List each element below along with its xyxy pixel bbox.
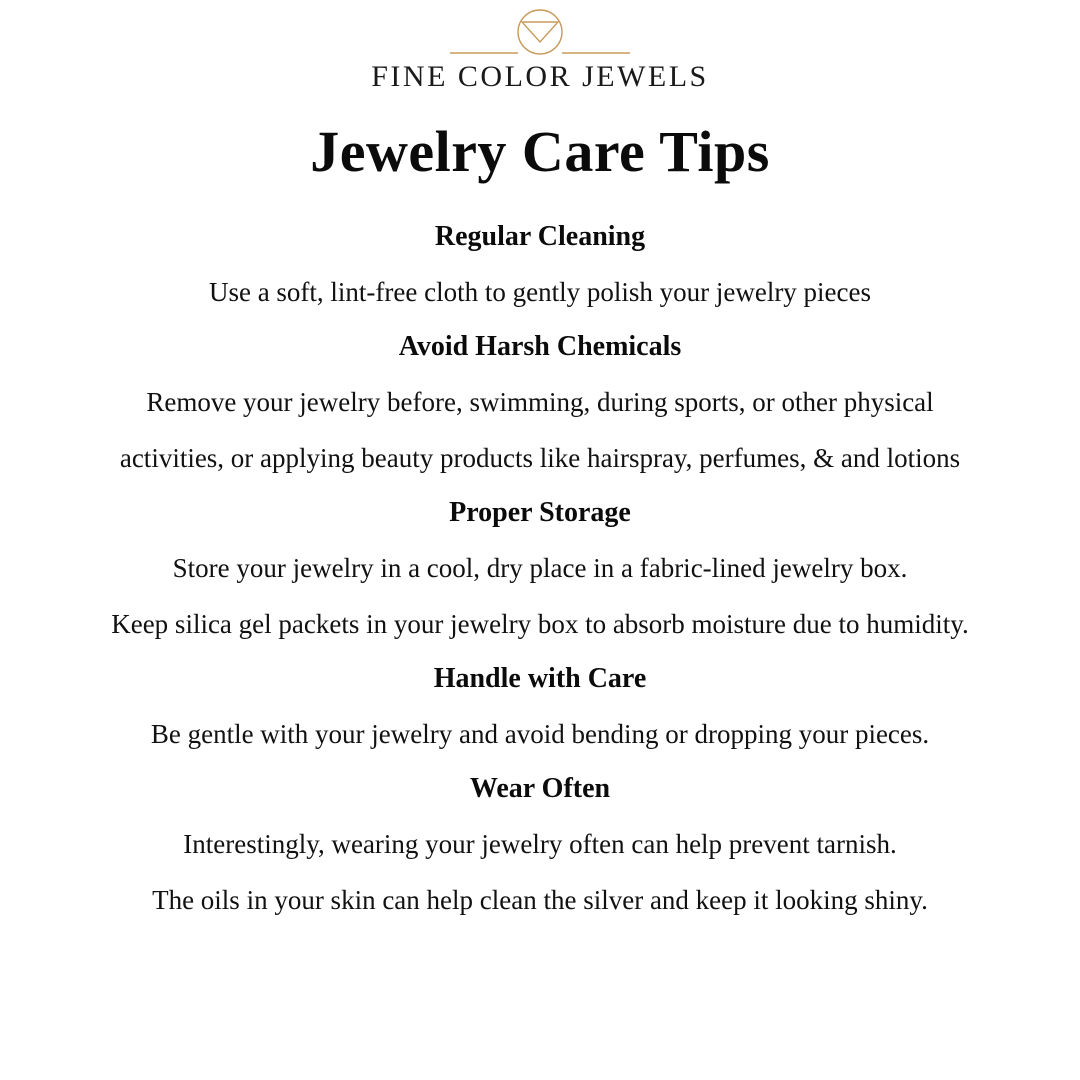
section-heading: Avoid Harsh Chemicals bbox=[398, 330, 682, 362]
section-line: Keep silica gel packets in your jewelry box to absorb moisture due to humidity. bbox=[111, 609, 969, 640]
page-title: Jewelry Care Tips bbox=[310, 119, 770, 184]
section-heading: Handle with Care bbox=[433, 663, 647, 695]
section-heading: Regular Cleaning bbox=[434, 220, 646, 252]
section-proper-storage bbox=[34, 476, 1046, 642]
section-line: Remove your jewelry before, swimming, during sports, or other physical bbox=[146, 386, 934, 417]
diamond-outline-icon bbox=[390, 8, 690, 60]
section-regular-cleaning bbox=[34, 200, 1046, 310]
section-wear-often bbox=[34, 752, 1046, 918]
section-line: Interestingly, wearing your jewelry often can help prevent tarnish. bbox=[183, 829, 897, 860]
brand-name: FINE COLOR JEWELS bbox=[371, 60, 709, 93]
care-tips-list bbox=[34, 200, 1046, 919]
section-line: Use a soft, lint-free cloth to gently polish your jewelry pieces bbox=[208, 276, 872, 307]
brand-logo bbox=[371, 8, 709, 93]
section-handle-with-care bbox=[34, 642, 1046, 752]
section-avoid-harsh-chemicals bbox=[34, 310, 1046, 476]
section-line: Be gentle with your jewelry and avoid bending or dropping your pieces. bbox=[150, 719, 930, 750]
section-line: Store your jewelry in a cool, dry place in a fabric-lined jewelry box. bbox=[172, 553, 908, 584]
section-line: The oils in your skin can help clean the silver and keep it looking shiny. bbox=[152, 885, 928, 916]
section-heading: Proper Storage bbox=[449, 497, 631, 529]
section-heading: Wear Often bbox=[469, 773, 611, 805]
section-line: activities, or applying beauty products like hairspray, perfumes, & and lotions bbox=[119, 442, 961, 473]
